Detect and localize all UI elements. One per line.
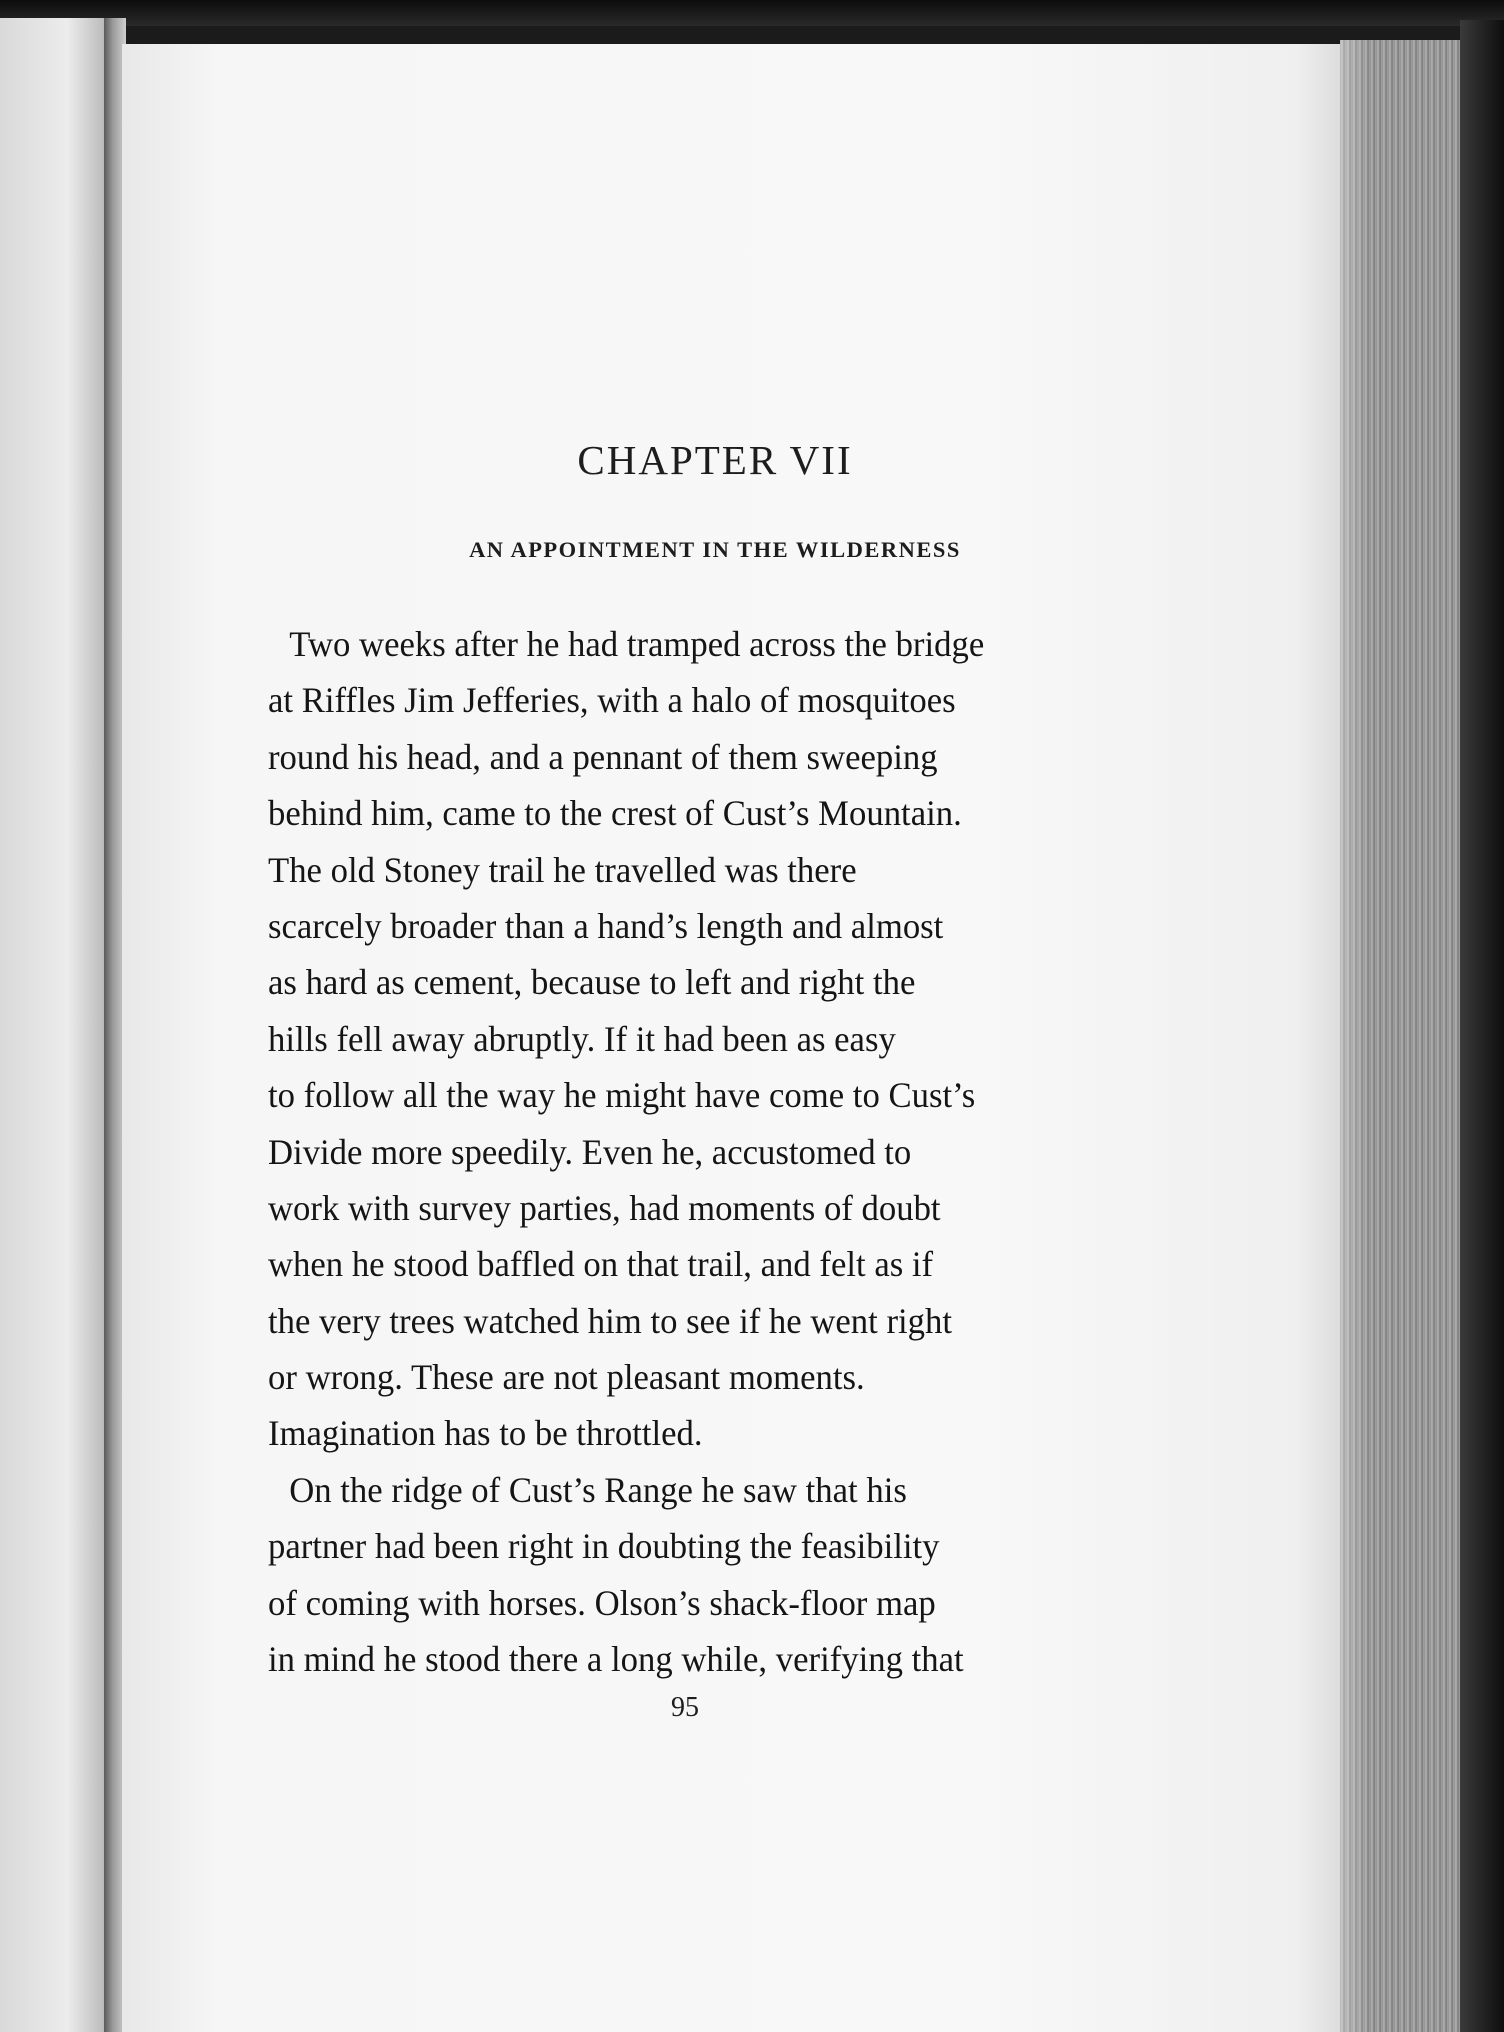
text-line: partner had been right in doubting the feasibility [268,1526,940,1567]
text-line: at Riffles Jim Jefferies, with a halo of mosquitoes [268,680,956,721]
chapter-title: CHAPTER VII [577,437,853,483]
text-line: as hard as cement, because to left and right the [268,962,916,1003]
text-line: The old Stoney trail he travelled was there [268,849,857,890]
text-line: behind him, came to the crest of Cust’s Mountain. [268,793,962,834]
facing-page [0,18,112,2032]
chapter-subtitle: AN APPOINTMENT IN THE WILDERNESS [469,537,961,562]
text-line: work with survey parties, had moments of doubt [268,1187,941,1228]
paragraph [268,1462,1150,1688]
text-line: the very trees watched him to see if he went right [268,1300,953,1341]
paragraph [268,616,1150,1462]
text-line: of coming with horses. Olson’s shack-floor map [268,1582,936,1623]
text-line: or wrong. These are not pleasant moments. [268,1357,865,1398]
text-line: round his head, and a pennant of them sweeping [268,736,938,777]
body-text [268,616,1150,1687]
text-line: hills fell away abruptly. If it had been as easy [268,1018,896,1059]
page-edge-shade [1340,40,1370,2032]
text-line: to follow all the way he might have come to Cust’s [268,1075,976,1116]
text-line: in mind he stood there a long while, verifying that [268,1639,964,1680]
top-shadow [0,0,1504,26]
text-line: Two weeks after he had tramped across the bridge [289,624,985,664]
text-line: when he stood baffled on that trail, and felt as if [268,1244,934,1285]
text-line: Divide more speedily. Even he, accustomed to [268,1131,912,1172]
text-line: Imagination has to be throttled. [268,1413,703,1454]
text-line: On the ridge of Cust’s Range he saw that his [289,1469,907,1510]
page-number: 95 [671,1692,699,1723]
book-cover-edge [1460,20,1504,2032]
text-line: scarcely broader than a hand’s length and almost [268,905,944,946]
